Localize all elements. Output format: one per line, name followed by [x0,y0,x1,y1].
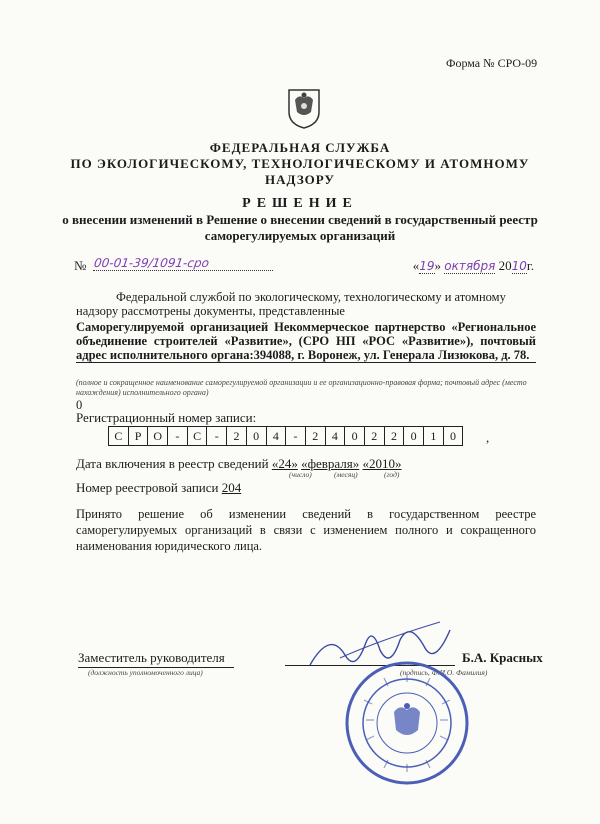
day-caption: (число) [289,470,312,479]
registration-cell: С [188,427,208,445]
inclusion-label: Дата включения в реестр сведений [76,456,269,471]
decision-text: Принято решение об изменении сведений в государственном реестре саморегулируемых организаций в связи с изменением полного и сокращенного наименования юридического лица. [76,507,536,553]
number-label: № [74,258,87,273]
zero-line: 0 [76,398,83,412]
registration-cell: С [109,427,129,445]
registration-cell: 0 [247,427,267,445]
organization-name: Саморегулируемой организацией Некоммерческое партнерство «Региональное объединение строителей «Развитие», (СРО НП «РОС «Развитие»), почтовый адрес исполнительного органа:394088, г. Воронеж, ул. Генерала Лизюкова, д. 78. [76,320,536,362]
registration-cell: 2 [385,427,405,445]
date-close-quote: » [434,258,442,273]
date-month: октября [444,259,496,273]
registration-cell: О [148,427,168,445]
registration-cell: - [286,427,306,445]
registration-cell: 0 [404,427,424,445]
signatory-name-caption: (подпись, Ф.И.О. Фамилия) [400,668,488,677]
registration-cell: 1 [424,427,444,445]
registry-entry [76,480,241,496]
registration-cell: 0 [345,427,365,445]
number-value: 00-01-39/1091-сро [93,256,275,271]
date [413,258,534,274]
registration-cell: - [207,427,227,445]
decision-heading: РЕШЕНИЕ [242,196,358,211]
date-year-prefix: 20 [498,258,512,273]
date-year-end: г. [526,258,534,273]
registration-cell: - [168,427,188,445]
date-year-suffix: 10 [511,259,527,273]
registration-cell: 4 [326,427,346,445]
organization-note: (полное и сокращенное наименование саморегулируемой организации и ее организационно-правовая форма; почтовый адрес (место нахождения) исполнительного органа) [76,378,527,397]
registration-label: Регистрационный номер записи: [76,410,257,425]
decision-subject: о внесении изменений в Решение о внесении сведений в государственный реестр саморегулируемых организаций [62,212,538,243]
intro-paragraph: Федеральной службой по экологическому, технологическому и атомному надзору рассмотрены документы, представленные [76,290,506,318]
official-stamp-icon [344,660,470,786]
year-caption: (год) [384,470,400,479]
authority-line-2: ПО ЭКОЛОГИЧЕСКОМУ, ТЕХНОЛОГИЧЕСКОМУ И АТОМНОМУ [70,156,530,171]
form-number: Форма № СРО-09 [446,56,538,70]
registration-cell: 4 [267,427,287,445]
signatory-name: Б.А. Красных [462,650,543,665]
number-date-row [74,258,534,276]
registration-cell: 2 [227,427,247,445]
registration-number-box [108,426,463,446]
registration-cell: Р [129,427,149,445]
inclusion-month: «февраля» [301,456,360,471]
authority-line-1: ФЕДЕРАЛЬНАЯ СЛУЖБА [209,140,391,155]
coat-of-arms-icon [285,86,323,130]
inclusion-day: «24» [271,456,298,471]
registry-entry-value: 204 [221,480,242,495]
signatory-position-caption: (должность уполномоченного лица) [88,668,203,677]
month-caption: (месяц) [334,470,358,479]
signatory-position: Заместитель руководителя [78,650,234,668]
date-open-quote: « [412,258,420,273]
registration-cell: 2 [365,427,385,445]
authority-line-3: НАДЗОРУ [265,172,335,187]
registration-cell: 2 [306,427,326,445]
date-day: 19 [419,259,435,273]
registry-entry-label: Номер реестровой записи [76,480,219,495]
registration-trailing: , [486,430,490,445]
registration-cell: 0 [450,428,457,443]
inclusion-year: «2010» [362,456,402,471]
